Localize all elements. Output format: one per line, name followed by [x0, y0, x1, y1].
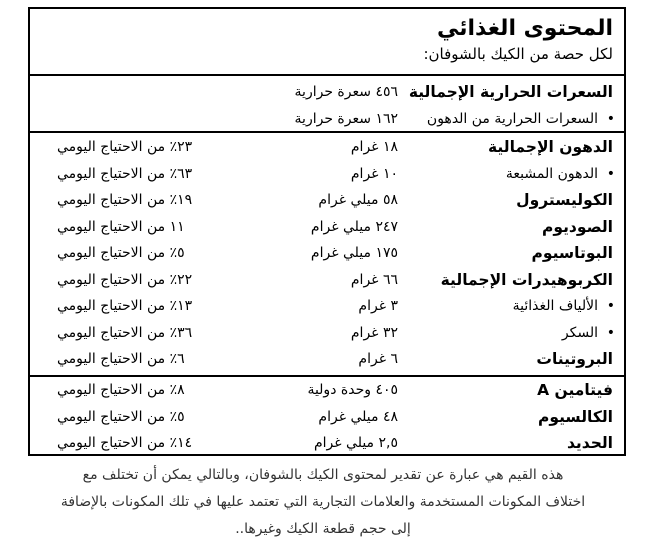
nutrient-name: • السكر	[562, 325, 598, 341]
nutrient-row	[30, 268, 624, 295]
nutrient-name: الكوليسترول	[516, 191, 613, 209]
nutrient-amount: ١٠ غرام	[350, 165, 398, 182]
nutrient-amount: ٤٨ ميلي غرام	[318, 408, 398, 425]
nutrient-row	[30, 162, 624, 189]
nutrient-row-calories-from-fat	[30, 107, 624, 134]
daily-value: ٥٪ من الاحتياج اليومي	[57, 408, 185, 425]
nutrient-amount: ١٦٢ سعرة حرارية	[294, 110, 398, 127]
disclaimer-line: هذه القيم هي عبارة عن تقدير لمحتوى الكيك بالشوفان، وبالتالي يمكن أن تختلف مع	[82, 467, 564, 483]
nutrient-row	[30, 347, 624, 374]
vitamins-section	[30, 377, 624, 456]
nutrient-name: • الدهون المشبعة	[506, 166, 598, 182]
nutrient-name: الكربوهيدرات الإجمالية	[440, 270, 613, 289]
daily-value: ٢٢٪ من الاحتياج اليومي	[57, 271, 193, 288]
nutrient-row	[30, 378, 624, 405]
daily-value: ٦٣٪ من الاحتياج اليومي	[57, 165, 193, 182]
nutrient-row	[30, 215, 624, 242]
nutrient-row	[30, 321, 624, 348]
daily-value: ١١ من الاحتياج اليومي	[57, 218, 185, 235]
nutrient-amount: ٣ غرام	[358, 298, 398, 314]
nutrient-amount: ٤٠٥ وحدة دولية	[307, 382, 398, 398]
daily-value: ١٣٪ من الاحتياج اليومي	[57, 298, 193, 314]
daily-value: ٣٦٪ من الاحتياج اليومي	[57, 324, 193, 341]
nutrition-facts-label	[28, 7, 626, 456]
daily-value: ١٩٪ من الاحتياج اليومي	[57, 192, 193, 208]
daily-value: ١٤٪ من الاحتياج اليومي	[57, 435, 193, 451]
daily-value: ٦٪ من الاحتياج اليومي	[57, 351, 185, 367]
nutrient-name: الكالسيوم	[538, 407, 613, 426]
nutrient-name: • السعرات الحرارية من الدهون	[427, 111, 598, 127]
label-title: المحتوى الغذائي	[437, 16, 613, 41]
nutrient-name: فيتامين A	[537, 381, 613, 399]
nutrient-name: الصوديوم	[542, 217, 613, 236]
nutrient-amount: ٣٢ غرام	[350, 324, 398, 341]
nutrient-row	[30, 241, 624, 268]
nutrient-name: الحديد	[566, 434, 613, 452]
nutrient-name: البروتينات	[536, 350, 613, 368]
nutrient-amount: ١٧٥ ميلي غرام	[310, 245, 398, 261]
nutrient-amount: ٤٥٦ سعرة حرارية	[294, 84, 398, 100]
nutrient-name: السعرات الحرارية الإجمالية	[408, 83, 613, 101]
disclaimer-line: اختلاف المكونات المستخدمة والعلامات التجارية التي تعتمد عليها في تلك المكونات بالإضافة	[60, 494, 586, 510]
nutrient-name: • الألياف الغذائية	[513, 298, 598, 314]
nutrient-row	[30, 188, 624, 215]
nutrient-amount: ٥٨ ميلي غرام	[318, 192, 398, 208]
nutrient-name: الدهون الإجمالية	[488, 138, 613, 156]
nutrient-amount: ٢٤٧ ميلي غرام	[310, 218, 398, 235]
nutrient-row	[30, 405, 624, 432]
nutrient-amount: ٦٦ غرام	[350, 271, 398, 288]
disclaimer-note	[0, 462, 646, 543]
label-header	[30, 9, 624, 76]
nutrient-row-calories	[30, 80, 624, 107]
serving-info: لكل حصة من الكيك بالشوفان:	[423, 45, 613, 63]
nutrient-name: البوتاسيوم	[531, 244, 613, 262]
nutrient-row	[30, 294, 624, 321]
daily-value: ٢٣٪ من الاحتياج اليومي	[57, 139, 193, 155]
nutrient-amount: ١٨ غرام	[350, 139, 398, 155]
daily-value: ٨٪ من الاحتياج اليومي	[57, 382, 185, 398]
nutrients-section	[30, 133, 624, 377]
nutrient-amount: ٢,٥ ميلي غرام	[313, 435, 398, 451]
nutrient-amount: ٦ غرام	[358, 351, 398, 367]
calories-section	[30, 76, 624, 133]
disclaimer-line: إلى حجم قطعة الكيك وغيرها..	[235, 521, 411, 537]
nutrient-row	[30, 431, 624, 458]
daily-value: ٥٪ من الاحتياج اليومي	[57, 245, 185, 261]
nutrient-row	[30, 135, 624, 162]
